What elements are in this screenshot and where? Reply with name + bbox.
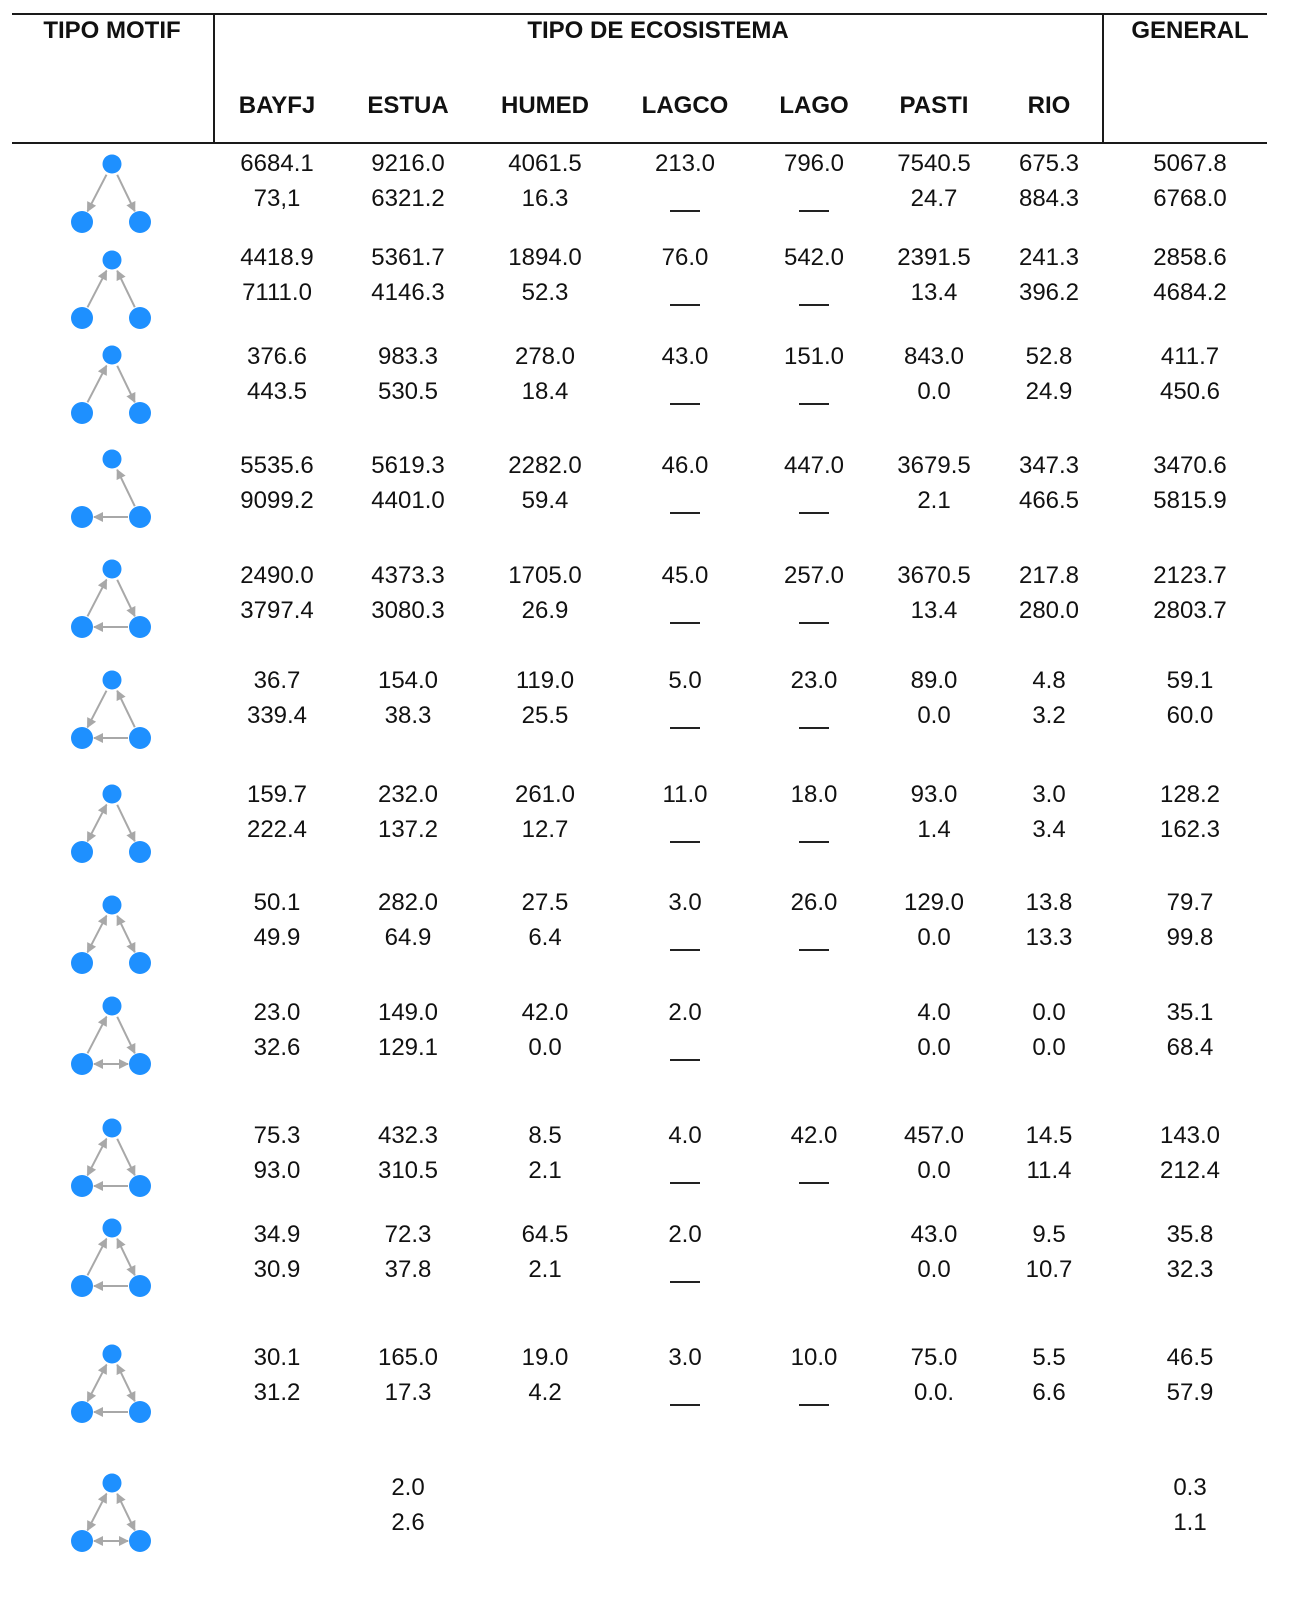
motif-node (129, 616, 151, 638)
motif-node (129, 841, 151, 863)
empty-value-dash (670, 949, 700, 951)
general-value-cell: 212.4 (1159, 1157, 1221, 1184)
motif-edge (117, 580, 135, 616)
motif-edge (117, 1139, 135, 1175)
general-value-cell: 59.1 (1166, 667, 1214, 694)
motif-node (103, 450, 122, 469)
value-cell: 159.7 (246, 781, 308, 808)
empty-value-dash (799, 841, 829, 843)
value-cell: 14.5 (1025, 1122, 1073, 1149)
general-value-cell: 4684.2 (1153, 279, 1227, 306)
general-value-cell: 2858.6 (1153, 244, 1227, 271)
motif-node (71, 211, 93, 233)
feedback-loop-motif-icon (60, 668, 170, 758)
value-cell: 119.0 (515, 667, 575, 694)
mutual-double-motif-icon (60, 893, 170, 983)
motif-node (71, 307, 93, 329)
motif-node (71, 841, 93, 863)
motif-edge (88, 1139, 107, 1176)
value-cell: 43.0 (910, 1221, 958, 1248)
value-cell: 3.0 (668, 889, 702, 916)
value-cell: 6684.1 (240, 150, 314, 177)
value-cell: 75.3 (253, 1122, 301, 1149)
value-cell: 261.0 (514, 781, 576, 808)
value-cell: 4418.9 (240, 244, 314, 271)
value-cell: 3670.5 (897, 562, 971, 589)
motif-edge (88, 271, 107, 308)
value-cell: 457.0 (903, 1122, 965, 1149)
motif-edge (88, 691, 107, 728)
empty-value-dash (670, 210, 700, 212)
value-cell: 13.8 (1025, 889, 1073, 916)
general-value-cell: 5815.9 (1153, 487, 1227, 514)
empty-value-dash (670, 727, 700, 729)
motif-node (103, 671, 122, 690)
motif-edge (117, 1017, 135, 1053)
value-cell: 3679.5 (897, 452, 971, 479)
header-general: GENERAL (1131, 17, 1249, 44)
col-header-bayfj: BAYFJ (238, 92, 316, 119)
value-cell: 9099.2 (240, 487, 314, 514)
value-cell: 257.0 (783, 562, 845, 589)
value-cell: 36.7 (253, 667, 301, 694)
general-value-cell: 68.4 (1166, 1034, 1214, 1061)
empty-value-dash (799, 210, 829, 212)
value-cell: 72.3 (384, 1221, 432, 1248)
general-value-cell: 35.8 (1166, 1221, 1214, 1248)
empty-value-dash (670, 1059, 700, 1061)
motif-node (71, 1530, 93, 1552)
general-value-cell: 3470.6 (1153, 452, 1227, 479)
value-cell: 0.0 (917, 924, 951, 951)
value-cell: 89.0 (910, 667, 958, 694)
motif-edge (88, 1494, 107, 1531)
general-value-cell: 60.0 (1166, 702, 1214, 729)
value-cell: 542.0 (783, 244, 845, 271)
value-cell: 466.5 (1018, 487, 1080, 514)
motif-node (103, 896, 122, 915)
col-header-humed: HUMED (501, 92, 589, 119)
value-cell: 3797.4 (240, 597, 314, 624)
value-cell: 0.0 (528, 1034, 562, 1061)
general-value-cell: 99.8 (1166, 924, 1214, 951)
motif-node (71, 506, 93, 528)
value-cell: 13.3 (1025, 924, 1073, 951)
general-value-cell: 6768.0 (1153, 185, 1227, 212)
value-cell: 93.0 (910, 781, 958, 808)
value-cell: 2490.0 (240, 562, 314, 589)
motif-node (71, 727, 93, 749)
in-star-motif-icon (60, 248, 170, 338)
value-cell: 75.0 (910, 1344, 958, 1371)
value-cell: 282.0 (377, 889, 439, 916)
value-cell: 45.0 (661, 562, 709, 589)
value-cell: 26.0 (790, 889, 838, 916)
value-cell: 0.0 (917, 702, 951, 729)
value-cell: 38.3 (384, 702, 432, 729)
value-cell: 4.8 (1032, 667, 1066, 694)
value-cell: 64.5 (521, 1221, 569, 1248)
general-value-cell: 162.3 (1159, 816, 1221, 843)
value-cell: 6.4 (528, 924, 562, 951)
value-cell: 675.3 (1018, 150, 1080, 177)
value-cell: 0.0 (917, 1157, 951, 1184)
motif-node (71, 1401, 93, 1423)
value-cell: 27.5 (521, 889, 569, 916)
general-value-cell: 411.7 (1160, 343, 1220, 370)
value-cell: 1.4 (917, 816, 951, 843)
motif-node (129, 1275, 151, 1297)
value-cell: 42.0 (521, 999, 569, 1026)
value-cell: 23.0 (790, 667, 838, 694)
value-cell: 2.0 (391, 1474, 425, 1501)
chain-motif-icon (60, 343, 170, 433)
motif-node (71, 952, 93, 974)
general-value-cell: 32.3 (1166, 1256, 1214, 1283)
header-bottom-rule (12, 142, 1267, 144)
value-cell: 59.4 (521, 487, 569, 514)
motif-node (103, 155, 122, 174)
motif-edge (88, 1365, 107, 1402)
value-cell: 3.4 (1032, 816, 1066, 843)
triangle-mutual-c-motif-icon (60, 1216, 170, 1306)
value-cell: 165.0 (377, 1344, 439, 1371)
motif-node (103, 251, 122, 270)
empty-value-dash (799, 1182, 829, 1184)
value-cell: 34.9 (253, 1221, 301, 1248)
col-header-pasti: PASTI (899, 92, 969, 119)
complete-mutual-motif-icon (60, 1471, 170, 1561)
value-cell: 4.0 (917, 999, 951, 1026)
value-cell: 11.4 (1026, 1157, 1072, 1184)
general-value-cell: 5067.8 (1153, 150, 1227, 177)
value-cell: 13.4 (910, 279, 958, 306)
value-cell: 2.1 (528, 1256, 562, 1283)
general-value-cell: 79.7 (1166, 889, 1214, 916)
motif-node (103, 1219, 122, 1238)
value-cell: 19.0 (521, 1344, 569, 1371)
motif-edge (117, 366, 135, 402)
value-cell: 4.2 (528, 1379, 562, 1406)
value-cell: 30.9 (253, 1256, 301, 1283)
motif-edge (117, 470, 135, 506)
value-cell: 3.0 (668, 1344, 702, 1371)
motif-node (129, 402, 151, 424)
triangle-mutual-b-motif-icon (60, 1116, 170, 1206)
value-cell: 396.2 (1018, 279, 1080, 306)
empty-value-dash (799, 403, 829, 405)
motif-edge (117, 916, 135, 952)
col-header-rio: RIO (1027, 92, 1071, 119)
value-cell: 796.0 (783, 150, 845, 177)
value-cell: 149.0 (377, 999, 439, 1026)
value-cell: 6.6 (1032, 1379, 1066, 1406)
general-value-cell: 128.2 (1159, 781, 1221, 808)
value-cell: 3.0 (1032, 781, 1066, 808)
top-rule (12, 13, 1267, 15)
motif-node (71, 616, 93, 638)
value-cell: 530.5 (377, 378, 439, 405)
value-cell: 2391.5 (897, 244, 971, 271)
value-cell: 278.0 (514, 343, 576, 370)
value-cell: 432.3 (377, 1122, 439, 1149)
motif-node (103, 346, 122, 365)
value-cell: 52.3 (521, 279, 569, 306)
value-cell: 30.1 (253, 1344, 301, 1371)
motif-node (103, 1119, 122, 1138)
value-cell: 443.5 (246, 378, 308, 405)
value-cell: 17.3 (384, 1379, 432, 1406)
general-value-cell: 2123.7 (1153, 562, 1227, 589)
feed-forward-motif-icon (60, 557, 170, 647)
empty-value-dash (799, 727, 829, 729)
value-cell: 339.4 (246, 702, 308, 729)
empty-value-dash (670, 841, 700, 843)
value-cell: 23.0 (253, 999, 301, 1026)
col-header-lagco: LAGCO (641, 92, 729, 119)
value-cell: 151.0 (783, 343, 845, 370)
empty-value-dash (670, 512, 700, 514)
empty-value-dash (670, 1281, 700, 1283)
general-value-cell: 143.0 (1159, 1122, 1221, 1149)
motif-node (129, 506, 151, 528)
value-cell: 4401.0 (371, 487, 445, 514)
motif-edge (88, 366, 107, 403)
value-cell: 5.0 (668, 667, 702, 694)
value-cell: 12.7 (521, 816, 569, 843)
value-cell: 983.3 (377, 343, 439, 370)
empty-value-dash (670, 403, 700, 405)
motif-edge (88, 916, 107, 953)
motif-edge (88, 175, 107, 212)
motif-edge (117, 1365, 135, 1401)
motif-node (103, 1474, 122, 1493)
motif-node (71, 1053, 93, 1075)
value-cell: 10.7 (1025, 1256, 1073, 1283)
value-cell: 7111.0 (242, 279, 312, 306)
motif-node (129, 1530, 151, 1552)
value-cell: 2.6 (391, 1509, 425, 1536)
motif-node (129, 1401, 151, 1423)
value-cell: 73,1 (253, 185, 301, 212)
value-cell: 9.5 (1032, 1221, 1066, 1248)
value-cell: 32.6 (253, 1034, 301, 1061)
value-cell: 7540.5 (897, 150, 971, 177)
value-cell: 43.0 (661, 343, 709, 370)
value-cell: 222.4 (246, 816, 308, 843)
motif-node (129, 307, 151, 329)
motif-edge (117, 271, 135, 307)
motif-edge (117, 175, 135, 211)
value-cell: 3.2 (1032, 702, 1066, 729)
value-cell: 24.7 (910, 185, 958, 212)
value-cell: 4146.3 (371, 279, 445, 306)
value-cell: 4061.5 (508, 150, 582, 177)
motif-node (103, 785, 122, 804)
value-cell: 0.0. (913, 1379, 955, 1406)
value-cell: 24.9 (1025, 378, 1073, 405)
value-cell: 884.3 (1018, 185, 1080, 212)
value-cell: 5.5 (1032, 1344, 1066, 1371)
value-cell: 31.2 (253, 1379, 301, 1406)
value-cell: 8.5 (528, 1122, 562, 1149)
motif-node (129, 211, 151, 233)
value-cell: 0.0 (917, 1256, 951, 1283)
motif-edge (117, 1239, 135, 1275)
col-header-estua: ESTUA (367, 92, 449, 119)
value-cell: 2.1 (528, 1157, 562, 1184)
value-cell: 11.0 (662, 781, 708, 808)
value-cell: 154.0 (377, 667, 439, 694)
header-motif: TIPO MOTIF (43, 17, 181, 44)
value-cell: 93.0 (253, 1157, 301, 1184)
value-cell: 137.2 (377, 816, 439, 843)
motif-edge (117, 1494, 135, 1530)
out-star-motif-icon (60, 152, 170, 242)
motif-node (103, 997, 122, 1016)
motif-node (71, 402, 93, 424)
value-cell: 9216.0 (371, 150, 445, 177)
motif-edge (88, 805, 107, 842)
empty-value-dash (799, 949, 829, 951)
motif-edge (88, 580, 107, 617)
value-cell: 0.0 (917, 378, 951, 405)
value-cell: 217.8 (1018, 562, 1080, 589)
value-cell: 376.6 (246, 343, 308, 370)
value-cell: 0.0 (1032, 999, 1066, 1026)
motif-node (129, 727, 151, 749)
value-cell: 2.0 (668, 1221, 702, 1248)
value-cell: 843.0 (903, 343, 965, 370)
value-cell: 129.1 (377, 1034, 439, 1061)
value-cell: 6321.2 (371, 185, 445, 212)
motif-node (71, 1175, 93, 1197)
motif-node (129, 1175, 151, 1197)
value-cell: 49.9 (253, 924, 301, 951)
motif-edge (117, 691, 135, 727)
value-cell: 5535.6 (240, 452, 314, 479)
value-cell: 16.3 (521, 185, 569, 212)
value-cell: 37.8 (384, 1256, 432, 1283)
mutual-out-motif-icon (60, 447, 170, 537)
empty-value-dash (670, 1182, 700, 1184)
general-value-cell: 450.6 (1159, 378, 1221, 405)
value-cell: 280.0 (1018, 597, 1080, 624)
mutual-in-motif-icon (60, 782, 170, 872)
value-cell: 241.3 (1018, 244, 1080, 271)
value-cell: 447.0 (783, 452, 845, 479)
value-cell: 4373.3 (371, 562, 445, 589)
motif-edge (88, 1017, 107, 1054)
triangle-mutual-a-motif-icon (60, 994, 170, 1084)
value-cell: 50.1 (253, 889, 301, 916)
general-value-cell: 2803.7 (1153, 597, 1227, 624)
value-cell: 129.0 (903, 889, 965, 916)
value-cell: 232.0 (377, 781, 439, 808)
value-cell: 310.5 (377, 1157, 439, 1184)
empty-value-dash (799, 304, 829, 306)
motif-edge (88, 1239, 107, 1276)
value-cell: 2.1 (917, 487, 951, 514)
general-value-cell: 46.5 (1166, 1344, 1214, 1371)
empty-value-dash (670, 622, 700, 624)
empty-value-dash (799, 512, 829, 514)
header-ecosystem: TIPO DE ECOSISTEMA (527, 17, 789, 44)
value-cell: 3080.3 (371, 597, 445, 624)
value-cell: 18.0 (790, 781, 838, 808)
value-cell: 1894.0 (508, 244, 582, 271)
value-cell: 42.0 (790, 1122, 838, 1149)
empty-value-dash (670, 1404, 700, 1406)
general-value-cell: 35.1 (1166, 999, 1214, 1026)
value-cell: 10.0 (790, 1344, 838, 1371)
motif-node (103, 1345, 122, 1364)
general-value-cell: 0.3 (1173, 1474, 1207, 1501)
value-cell: 5361.7 (371, 244, 445, 271)
value-cell: 2282.0 (508, 452, 582, 479)
value-cell: 18.4 (521, 378, 569, 405)
motif-node (71, 1275, 93, 1297)
value-cell: 5619.3 (371, 452, 445, 479)
value-cell: 46.0 (661, 452, 709, 479)
motif-node (129, 952, 151, 974)
value-cell: 52.8 (1025, 343, 1073, 370)
triangle-mutual-d-motif-icon (60, 1342, 170, 1432)
motif-node (103, 560, 122, 579)
value-cell: 213.0 (654, 150, 716, 177)
general-value-cell: 57.9 (1166, 1379, 1214, 1406)
value-cell: 13.4 (910, 597, 958, 624)
value-cell: 0.0 (917, 1034, 951, 1061)
value-cell: 347.3 (1018, 452, 1080, 479)
value-cell: 1705.0 (508, 562, 582, 589)
value-cell: 25.5 (521, 702, 569, 729)
value-cell: 26.9 (521, 597, 569, 624)
general-value-cell: 1.1 (1173, 1509, 1207, 1536)
empty-value-dash (799, 1404, 829, 1406)
value-cell: 76.0 (661, 244, 709, 271)
empty-value-dash (799, 622, 829, 624)
motif-edge (117, 805, 135, 841)
value-cell: 4.0 (668, 1122, 702, 1149)
motif-node (129, 1053, 151, 1075)
value-cell: 0.0 (1032, 1034, 1066, 1061)
col-header-lago: LAGO (779, 92, 849, 119)
empty-value-dash (670, 304, 700, 306)
value-cell: 64.9 (384, 924, 432, 951)
value-cell: 2.0 (668, 999, 702, 1026)
